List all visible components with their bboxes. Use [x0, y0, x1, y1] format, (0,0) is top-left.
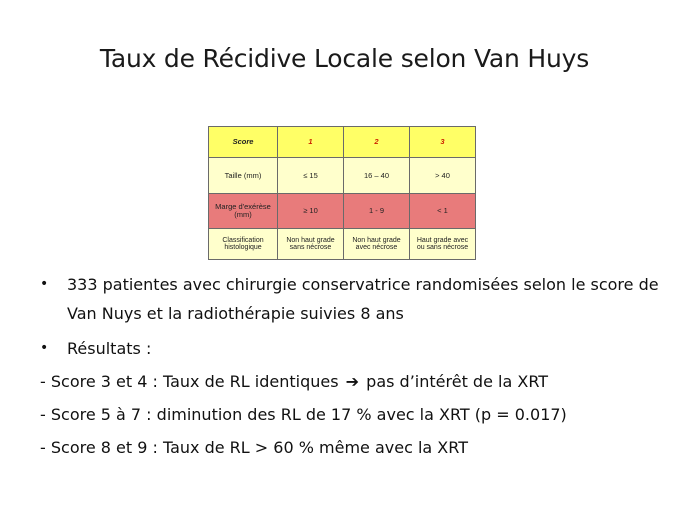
- right-arrow-icon: ➔: [345, 372, 360, 391]
- slide-body: [40, 270, 660, 462]
- row-label-classification: Classification histologique: [209, 229, 278, 260]
- table-cell: Non haut grade avec nécrose: [344, 229, 410, 260]
- bullet-text: Résultats :: [67, 339, 152, 358]
- table-header-row: [209, 127, 476, 158]
- table-cell: Non haut grade sans nécrose: [278, 229, 344, 260]
- table-row-size: [209, 158, 476, 194]
- header-cell-3: 3: [410, 127, 476, 158]
- result-line-3: - Score 8 et 9 : Taux de RL > 60 % même avec la XRT: [40, 438, 468, 457]
- result-line-2: - Score 5 à 7 : diminution des RL de 17 % avec la XRT (p = 0.017): [40, 405, 567, 424]
- table-row-margin: [209, 194, 476, 229]
- bullet-dot-icon: •: [40, 340, 49, 356]
- result-line-1: [40, 367, 660, 396]
- van-nuys-score-table: [208, 126, 476, 260]
- result-text: - Score 3 et 4 : Taux de RL identiques: [40, 372, 339, 391]
- table-cell: ≥ 10: [278, 194, 344, 229]
- header-cell-1: 1: [278, 127, 344, 158]
- bullet-text: 333 patientes avec chirurgie conservatrice randomisées selon le score de Van Nuys et la radiothérapie suivies 8 ans: [67, 275, 659, 323]
- table-row-classification: [209, 229, 476, 260]
- table-cell: > 40: [410, 158, 476, 194]
- header-cell-score: Score: [209, 127, 278, 158]
- row-label-margin: Marge d'exérèse (mm): [209, 194, 278, 229]
- row-label-size: Taille (mm): [209, 158, 278, 194]
- bullet-item: [40, 270, 660, 328]
- result-text: pas d’intérêt de la XRT: [366, 372, 549, 391]
- table-cell: 16 – 40: [344, 158, 410, 194]
- bullet-dot-icon: •: [40, 276, 49, 292]
- table-cell: Haut grade avec ou sans nécrose: [410, 229, 476, 260]
- table-cell: 1 - 9: [344, 194, 410, 229]
- bullet-item: [40, 334, 660, 363]
- header-cell-2: 2: [344, 127, 410, 158]
- table-cell: ≤ 15: [278, 158, 344, 194]
- slide-title: Taux de Récidive Locale selon Van Huys: [99, 44, 590, 73]
- table-cell: < 1: [410, 194, 476, 229]
